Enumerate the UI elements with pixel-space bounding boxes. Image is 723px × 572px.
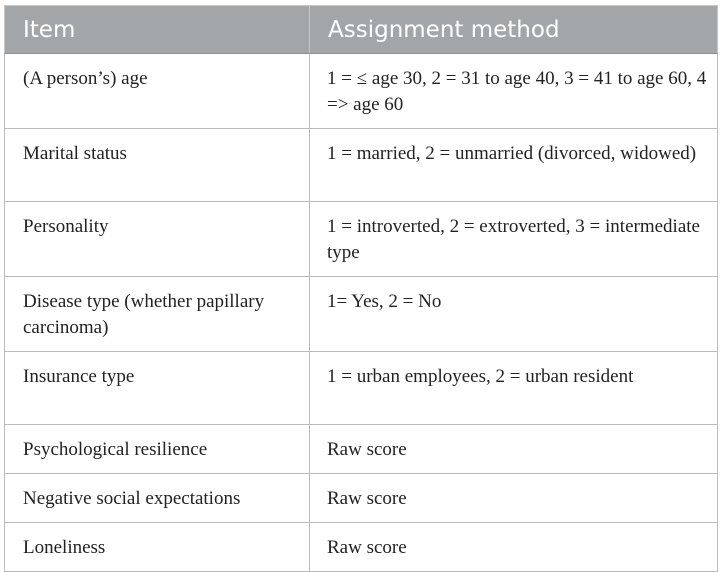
- item-cell: (A person’s) age: [5, 54, 310, 129]
- assignment-table: [4, 5, 718, 572]
- item-cell: Loneliness: [5, 523, 310, 572]
- table-row: [5, 425, 718, 474]
- item-cell: Negative social expectations: [5, 474, 310, 523]
- method-cell: Raw score: [310, 523, 718, 572]
- header-item: Item: [5, 6, 310, 54]
- method-cell: Raw score: [310, 425, 718, 474]
- table-row: [5, 54, 718, 129]
- table-row: [5, 202, 718, 277]
- method-cell: 1 = urban employees, 2 = urban resident: [310, 352, 718, 425]
- method-cell: 1 = married, 2 = unmarried (divorced, widowed): [310, 129, 718, 202]
- header-row: [5, 6, 718, 54]
- item-cell: Marital status: [5, 129, 310, 202]
- item-cell: Personality: [5, 202, 310, 277]
- item-cell: Psychological resilience: [5, 425, 310, 474]
- method-cell: 1= Yes, 2 = No: [310, 277, 718, 352]
- method-cell: 1 = introverted, 2 = extroverted, 3 = intermediate type: [310, 202, 718, 277]
- method-cell: Raw score: [310, 474, 718, 523]
- table-row: [5, 129, 718, 202]
- item-cell: Disease type (whether papillary carcinoma): [5, 277, 310, 352]
- table-row: [5, 352, 718, 425]
- header-assignment-method: Assignment method: [310, 6, 718, 54]
- table-row: [5, 277, 718, 352]
- method-cell: 1 = ≤ age 30, 2 = 31 to age 40, 3 = 41 to age 60, 4 => age 60: [310, 54, 718, 129]
- table-row: [5, 523, 718, 572]
- item-cell: Insurance type: [5, 352, 310, 425]
- table-row: [5, 474, 718, 523]
